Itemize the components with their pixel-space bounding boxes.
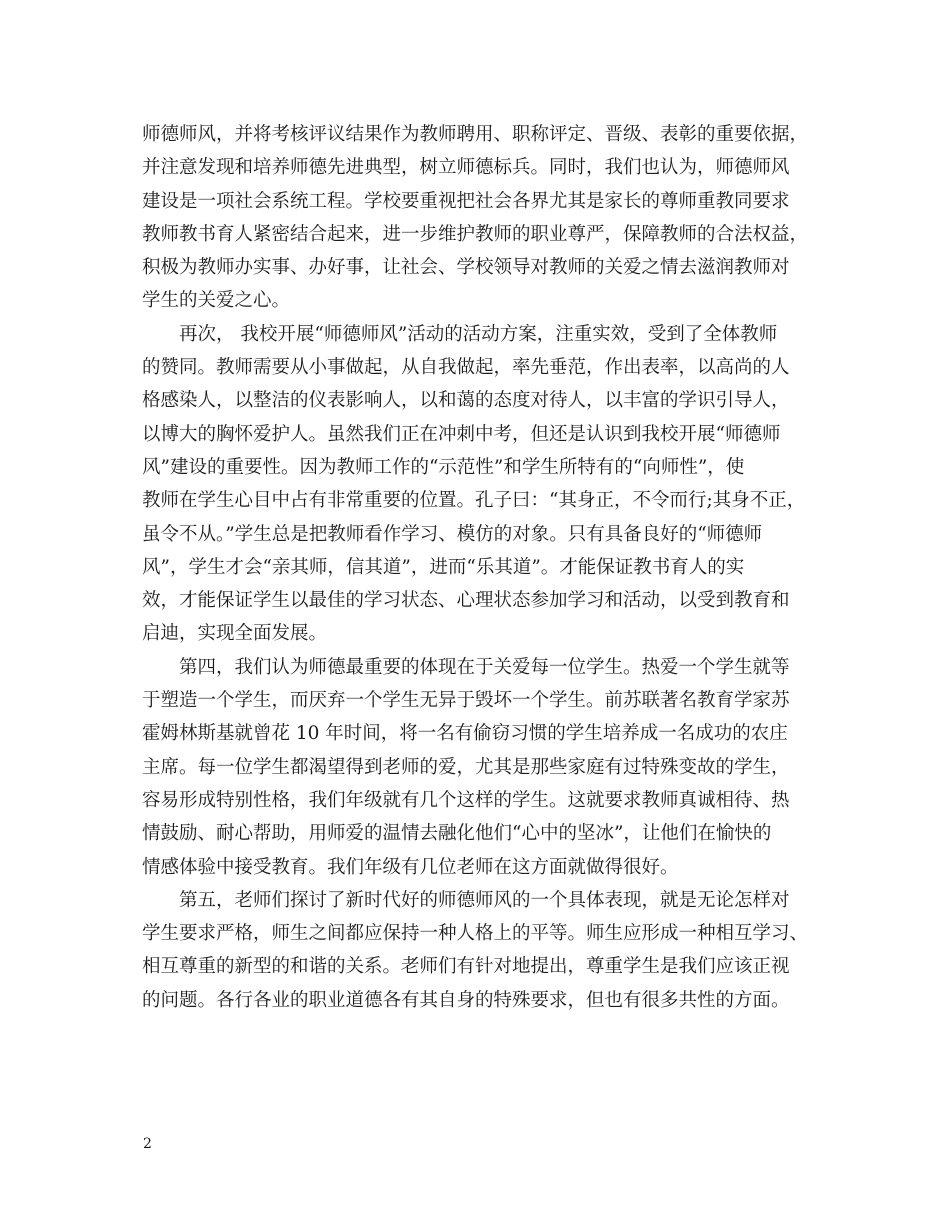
body-text	[142, 118, 812, 1017]
paragraph-first-line: 第四，我们认为师德最重要的体现在于关爱每一位学生。热爱一个学生就等	[179, 656, 790, 678]
text-line: 学生要求严格，师生之间都应保持一种人格上的平等。师生应形成一种相互学习、	[142, 923, 809, 945]
text-line: 教师在学生心目中占有非常重要的位置。孔子曰：“其身正，不令而行;其身不正，	[142, 490, 806, 512]
text-line: 积极为教师办实事、办好事，让社会、学校领导对教师的关爱之情去滋润教师对	[142, 257, 790, 279]
text-line: 效，才能保证学生以最佳的学习状态、心理状态参加学习和活动，以受到教育和	[142, 590, 790, 612]
text-line: 的问题。各行各业的职业道德各有其自身的特殊要求，但也有很多共性的方面。	[142, 989, 790, 1011]
text-line: 霍姆林斯基就曾花 10 年时间，将一名有偷窃习惯的学生培养成一名成功的农庄	[142, 723, 788, 745]
page-number: 2	[143, 1136, 152, 1152]
text-line: 于塑造一个学生，而厌弃一个学生无异于毁坏一个学生。前苏联著名教育学家苏	[142, 690, 790, 712]
text-line: 的赞同。教师需要从小事做起，从自我做起，率先垂范，作出表率，以高尚的人	[142, 357, 790, 379]
text-line: 情感体验中接受教育。我们年级有几位老师在这方面就做得很好。	[142, 856, 679, 878]
text-line: 相互尊重的新型的和谐的关系。老师们有针对地提出，尊重学生是我们应该正视	[142, 956, 790, 978]
text-line: 学生的关爱之心。	[142, 290, 291, 312]
text-line: 容易形成特别性格，我们年级就有几个这样的学生。这就要求教师真诚相待、热	[142, 789, 790, 811]
text-line: 师德师风，并将考核评议结果作为教师聘用、职称评定、晋级、表彰的重要依据，	[142, 124, 809, 145]
text-line: 情鼓励、耐心帮助，用师爱的温情去融化他们“心中的坚冰”，让他们在愉快的	[142, 823, 772, 845]
text-line: 教师教书育人紧密结合起来，进一步维护教师的职业尊严，保障教师的合法权益，	[142, 223, 809, 245]
text-line: 建设是一项社会系统工程。学校要重视把社会各界尤其是家长的尊师重教同要求	[142, 190, 790, 212]
text-line: 风”建设的重要性。因为教师工作的“示范性”和学生所特有的“向师性”，使	[142, 456, 745, 478]
text-line: 风”，学生才会“亲其师，信其道”，进而“乐其道”。才能保证教书育人的实	[142, 556, 745, 578]
text-line: 虽令不从。”学生总是把教师看作学习、模仿的对象。只有具备良好的“师德师	[142, 523, 763, 545]
text-line: 并注意发现和培养师德先进典型，树立师德标兵。同时，我们也认为，师德师风	[142, 157, 790, 179]
text-line: 格感染人，以整洁的仪表影响人，以和蔼的态度对待人，以丰富的学识引导人，	[142, 390, 790, 412]
paragraph-first-line: 第五，老师们探讨了新时代好的师德师风的一个具体表现，就是无论怎样对	[179, 889, 790, 911]
text-line: 启迪，实现全面发展。	[142, 623, 328, 645]
text-line: 主席。每一位学生都渴望得到老师的爱，尤其是那些家庭有过特殊变故的学生，	[142, 756, 790, 778]
text-line: 以博大的胸怀爱护人。虽然我们正在冲刺中考，但还是认识到我校开展“师德师	[142, 423, 781, 445]
paragraph-first-line: 再次， 我校开展“师德师风”活动的活动方案，注重实效，受到了全体教师	[179, 323, 778, 345]
